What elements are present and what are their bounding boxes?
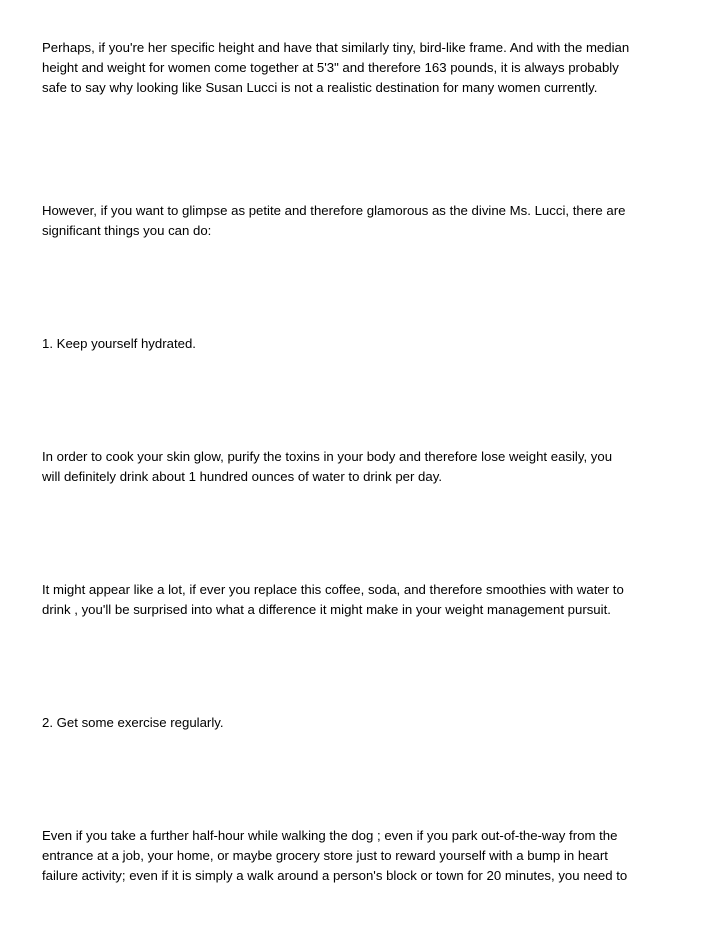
text-line: Even if you take a further half-hour while walking the dog ; even if you park out-of-the-way from the <box>42 828 618 843</box>
paragraph-exercise-details <box>42 826 692 886</box>
paragraph-water-intake <box>42 447 692 487</box>
text-line: height and weight for women come together at 5'3" and therefore 163 pounds, it is always probably <box>42 60 619 75</box>
paragraph-susan-lucci-height <box>42 38 692 98</box>
heading-tip-2-exercise <box>42 713 692 733</box>
text-line: significant things you can do: <box>42 223 212 238</box>
text-line: However, if you want to glimpse as petite and therefore glamorous as the divine Ms. Lucci, there are <box>42 203 626 218</box>
text-line: It might appear like a lot, if ever you replace this coffee, soda, and therefore smoothies with water to <box>42 582 624 597</box>
text-line: failure activity; even if it is simply a walk around a person's block or town for 20 minutes, you need to <box>42 868 628 883</box>
heading-tip-1-hydrated <box>42 334 692 354</box>
paragraph-petite-glamorous <box>42 201 692 241</box>
text-line: 2. Get some exercise regularly. <box>42 715 224 730</box>
text-line: 1. Keep yourself hydrated. <box>42 336 196 351</box>
text-line: will definitely drink about 1 hundred ounces of water to drink per day. <box>42 469 443 484</box>
paragraph-replace-drinks <box>42 580 692 620</box>
text-line: safe to say why looking like Susan Lucci is not a realistic destination for many women currently. <box>42 80 598 95</box>
text-line: Perhaps, if you're her specific height and have that similarly tiny, bird-like frame. And with the median <box>42 40 630 55</box>
text-line: entrance at a job, your home, or maybe grocery store just to reward yourself with a bump in heart <box>42 848 608 863</box>
text-line: In order to cook your skin glow, purify the toxins in your body and therefore lose weight easily, you <box>42 449 613 464</box>
text-line: drink , you'll be surprised into what a difference it might make in your weight management pursuit. <box>42 602 611 617</box>
